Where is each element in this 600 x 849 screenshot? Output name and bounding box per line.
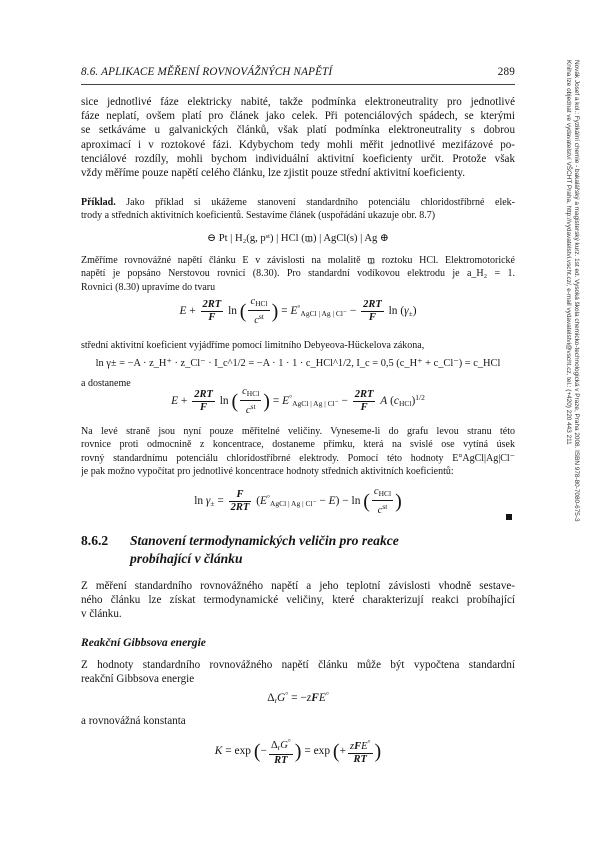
- running-header: [81, 66, 515, 78]
- text-line: rovnice proti odmocnině z koncentrace, dostaneme přímku, která na svislé ose vytíná úsek: [81, 439, 515, 451]
- equation-debye-huckel: ln γ± = −A · z_H⁺ · z_Cl⁻ · I_c^1/2 = −A · 1 · 1 · c_HCl^1/2, I_c = 0,5 (c_H⁺ + c_Cl⁻) = c_HCl: [95, 358, 501, 369]
- subsection-heading: Reakční Gibbsova energie: [81, 636, 206, 649]
- example-paragraph-5: [81, 425, 515, 479]
- intro-paragraph: [81, 95, 515, 180]
- constant-intro: [81, 714, 515, 728]
- equation-activity-coefficient: $\ln \gamma_\pm$ = $\frac{F}{2RT}$ $(E^\circ_{AgCl | Ag | Cl^-} - E) - \ln$ ( $\frac{c_{HCl}}{c^{st}}$ ): [194, 486, 402, 516]
- chapter-title: 8.6. APLIKACE MĚŘENÍ ROVNOVÁŽNÝCH NAPĚTÍ: [81, 66, 333, 78]
- cell-scheme: ⊖ Pt | H₂(g, pˢᵗ) | HCl (m̲) | AgCl(s) | Ag ⊕: [207, 233, 389, 244]
- text-line: a rovnovážná konstanta: [81, 715, 186, 727]
- page-number: 289: [497, 66, 515, 78]
- text-line: je pak možno vypočítat pro jednotlivé koncentrace hodnoty středních aktivitních koeficientů:: [81, 466, 454, 478]
- text-line: aproximací i v roztokové fázi. Kdybychom tedy mohli měřit jednotlivé mezifázové po-: [81, 138, 515, 151]
- equation-nernst: E + $\frac{2RT}{F}$ ln ( $\frac{c_{HCl}}{c^{st}}$ ) = $E^\circ_{AgCl | Ag | Cl^-}$ − $\frac{2RT}{F}$ $\ln (\gamma_\pm)$: [179, 296, 417, 326]
- text-line: střední aktivitní koeficient vyjádříme pomocí limitního Debyeova-Hückelova zákona,: [81, 340, 425, 351]
- header-rule: [81, 84, 515, 85]
- text-line: v článku.: [81, 608, 122, 621]
- example-paragraph-3: [81, 339, 515, 352]
- section-title-line1: Stanovení termodynamických veličin pro reakce: [130, 533, 399, 548]
- text-line: [81, 196, 515, 209]
- section-number: 8.6.2: [81, 533, 109, 548]
- example-label: Příklad.: [81, 197, 116, 208]
- text-line: Z měření standardního rovnovážného napětí a jeho teplotní závislosti vhodně sestave-: [81, 580, 515, 592]
- gibbs-paragraph: [81, 658, 515, 686]
- text-line: se setkáváme u galvanických článků, však platí podmínka elektroneutrality s dobrou: [81, 124, 515, 137]
- side-citation-line1: Novák Josef a kol.: Fyzikální chemie - bakalářský a magisterský kurz. 1st ed. Vysoká škola chemicko-technologická v Praze, Praha 2008. ISBN 978-80-7080-675-3: [573, 60, 580, 522]
- text-line: Změříme rovnovážné napětí článku E v závislosti na molalitě m̲ roztoku HCl. Elektromotorické: [81, 255, 515, 266]
- text-line: Rovnici (8.30) upravíme do tvaru: [81, 281, 216, 293]
- text-line: tenciálové rozdíly, mohli bychom individuální aktivitní koeficienty určit. Protože však: [81, 152, 515, 165]
- equation-equilibrium-constant: K = exp (− $\frac{\Delta_rG^\circ}{RT}$ ) = exp (+ $\frac{zFE^\circ}{RT}$ ): [214, 737, 382, 766]
- text-line: napětí je popsáno Nerstovou rovnicí (8.30). Pro standardní vodíkovou elektrodu je a_H₂ = 1.: [81, 268, 515, 280]
- side-citation: [540, 60, 580, 660]
- example-text: Jako příklad si ukážeme stanovení standardního potenciálu chloridostříbrné elek-: [115, 197, 515, 208]
- side-citation-text: [563, 60, 580, 660]
- text-line: ného článku lze získat termodynamické veličiny, které charakterizují reakci probíhající: [81, 594, 515, 607]
- example-intro: [81, 196, 515, 223]
- text-line: Na levé straně jsou nyní pouze měřitelné veličiny. Vyneseme-li do grafu levou stranu této: [81, 426, 515, 437]
- text-line: a dostaneme: [81, 378, 131, 389]
- section-title-line2: probíhající v článku: [130, 551, 243, 566]
- text-line: sice jednotlivé fáze elektricky nabité, takže podmínka elektroneutrality pro jednotlivé: [81, 96, 515, 108]
- text-line: reakční Gibbsova energie: [81, 673, 195, 686]
- equation-extrapolation: E + $\frac{2RT}{F}$ ln ( $\frac{c_{HCl}}{c^{st}}$ ) = $E^\circ_{AgCl | Ag | Cl^-}$ − $\frac{2RT}{F}$ A $(c_{HCl})^{1/2}$: [171, 386, 425, 416]
- end-of-example-mark: [506, 514, 512, 520]
- side-citation-line2: Kniha lze objednat ve vydavatelství VŠCHT Praha, http://vydavatelstvi.vscht.cz/, e-mail vydavatelstvi@vscht.cz, tel.: (+420) 220 443 211: [564, 60, 572, 445]
- example-paragraph-2: [81, 254, 515, 294]
- text-line: fáze neplatí, ovšem platí pro článek jako celek. Při potenciálových spádech, se kterými: [81, 110, 515, 123]
- text-line: trody a středních aktivitních koeficientů. Sestavíme článek (uspořádání ukazuje obr. 8.7): [81, 210, 436, 222]
- text-line: vždy měříme pouze napětí celého článku, lze zjistit pouze střední aktivitní koeficienty.: [81, 166, 466, 179]
- text-line: Z hodnoty standardního rovnovážného napětí článku může být vypočtena standardní: [81, 659, 515, 671]
- section-paragraph: [81, 579, 515, 622]
- text-line: rovný standardnímu potenciálu chloridostříbrné elektrody. Pomocí této hodnoty E°AgCl|Ag|Cl⁻: [81, 452, 515, 464]
- section-heading: [81, 532, 515, 568]
- equation-gibbs: $\Delta_rG^\circ = -zFE^\circ$: [267, 690, 329, 705]
